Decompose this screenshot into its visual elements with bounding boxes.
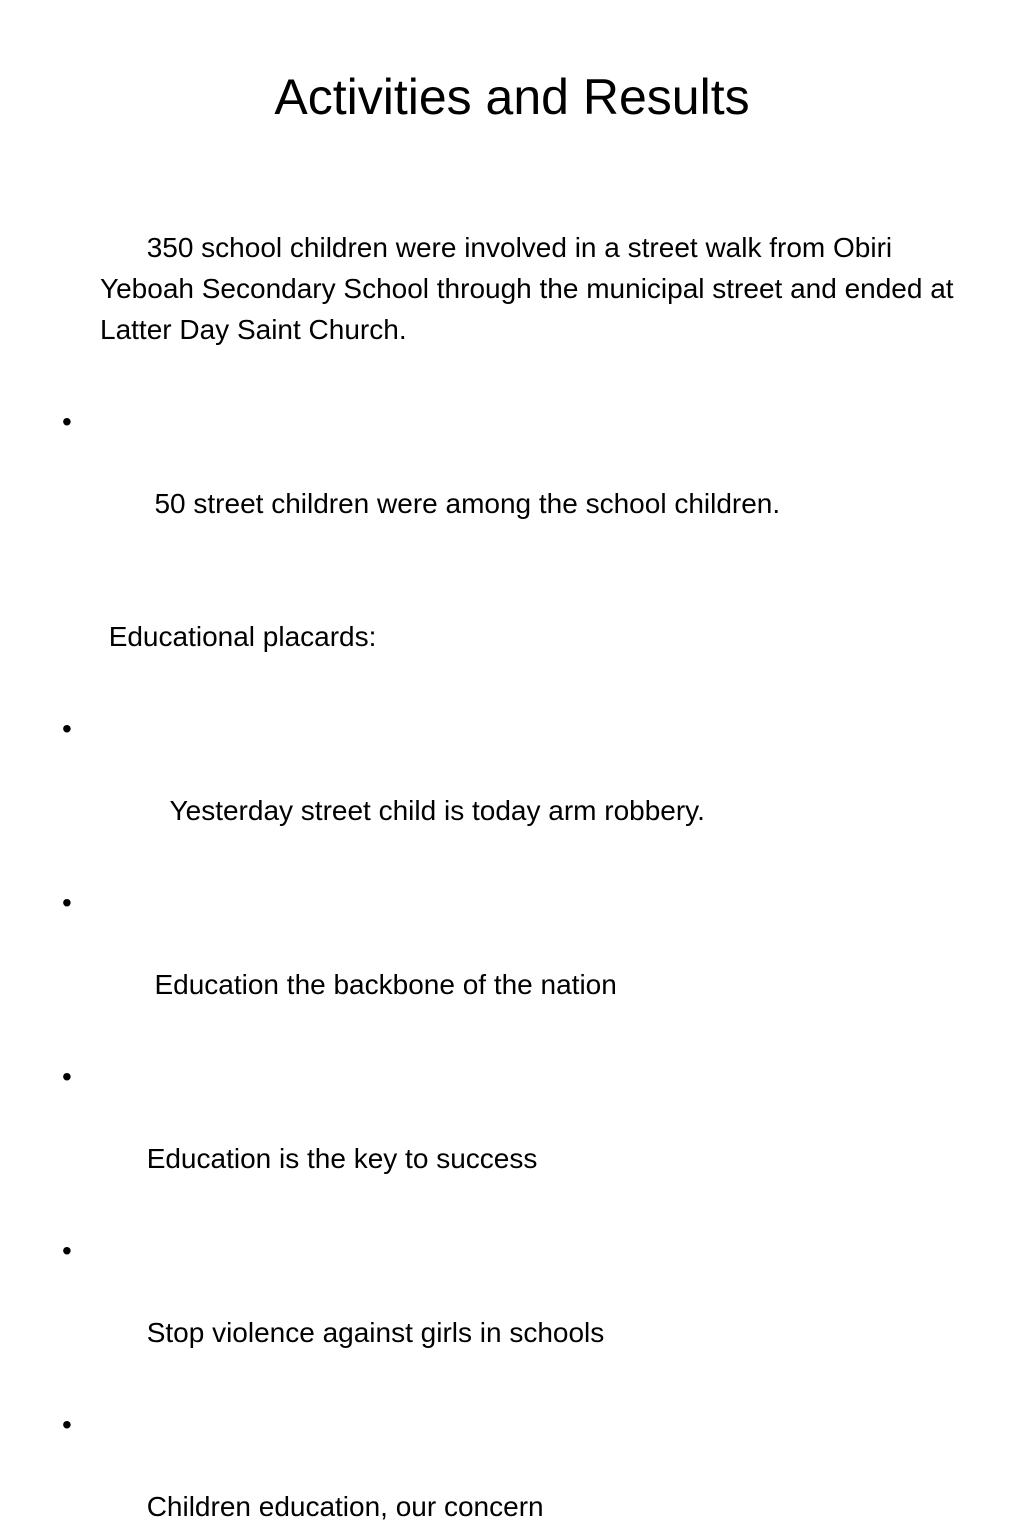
- bullet-icon: •: [62, 887, 72, 918]
- bullet-item: [62, 1056, 962, 1220]
- bullet-text: Stop violence against girls in schools: [146, 1317, 605, 1348]
- bullet-text: Yesterday street child is today arm robbery.: [146, 795, 705, 826]
- bullet-item: [62, 708, 962, 872]
- bullet-text: Education is the key to success: [146, 1143, 538, 1174]
- slide-body: [62, 186, 962, 1536]
- bullet-item: [62, 401, 962, 565]
- bullet-text: 50 street children were among the school children.: [146, 488, 781, 519]
- slide-title: Activities and Results: [274, 69, 750, 125]
- paragraph-text: Educational placards:: [108, 621, 377, 652]
- paragraph-placards-heading: [62, 575, 962, 698]
- bullet-item: [62, 1404, 962, 1536]
- paragraph-street-walk: [62, 186, 962, 391]
- bullet-icon: •: [62, 1061, 72, 1092]
- bullet-icon: •: [62, 1409, 72, 1440]
- paragraph-text: 350 school children were involved in a street walk from Obiri Yeboah Secondary School through the municipal street and ended at Latter Day Saint Church.: [100, 232, 962, 345]
- bullet-text: Children education, our concern: [146, 1491, 544, 1522]
- bullet-item: [62, 882, 962, 1046]
- bullet-icon: •: [62, 406, 72, 437]
- bullet-text: Education the backbone of the nation: [146, 969, 617, 1000]
- bullet-icon: •: [62, 1235, 72, 1266]
- bullet-icon: •: [62, 713, 72, 744]
- bullet-item: [62, 1230, 962, 1394]
